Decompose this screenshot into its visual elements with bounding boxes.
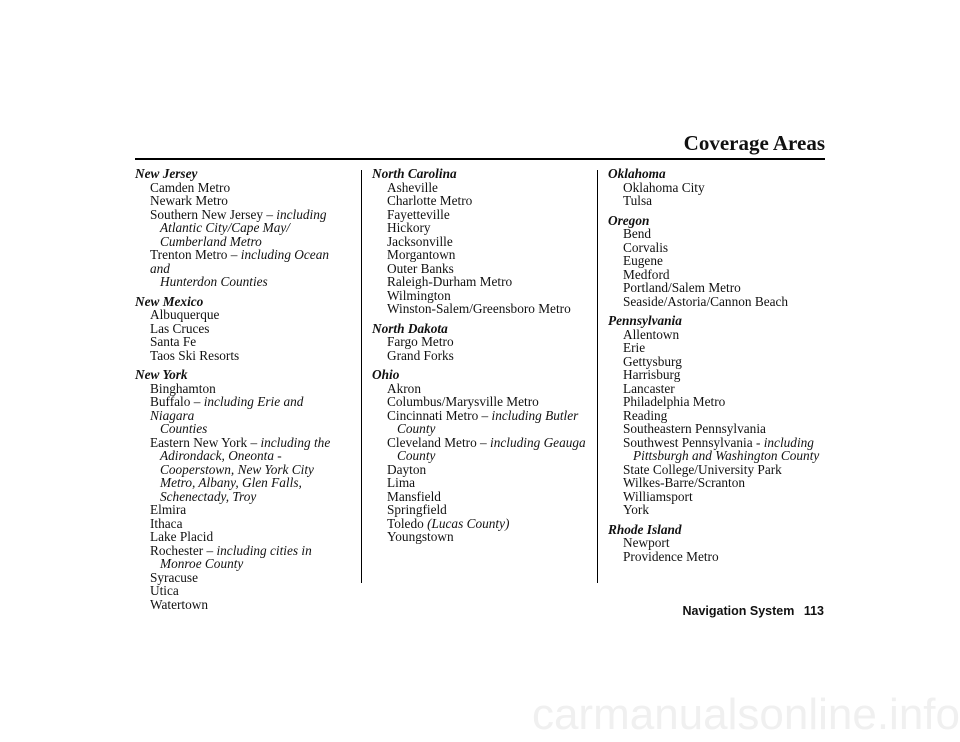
area-name: Charlotte Metro — [387, 193, 473, 208]
area-name: Medford — [623, 266, 670, 282]
area-name: Taos Ski Resorts — [150, 347, 240, 363]
coverage-area-item — [135, 349, 350, 363]
column-divider — [361, 170, 362, 583]
area-name: Williamsport — [623, 488, 693, 504]
area-name: Portland/Salem Metro — [623, 280, 741, 295]
coverage-area-item — [135, 436, 350, 504]
area-name: Utica — [150, 583, 179, 598]
area-note-continued: Cooperstown, New York City — [160, 461, 314, 477]
area-name: Cleveland Metro – — [387, 434, 491, 450]
coverage-area-item — [372, 436, 587, 463]
coverage-area-item — [608, 281, 833, 295]
area-note-continued: Metro, Albany, Glen Falls, — [160, 475, 302, 490]
coverage-area-item — [372, 476, 587, 490]
coverage-area-item — [135, 181, 350, 195]
coverage-area-item — [608, 268, 833, 282]
page-footer — [683, 604, 825, 618]
coverage-area-item — [372, 382, 587, 396]
coverage-area-item — [372, 262, 587, 276]
area-name: State College/University Park — [623, 461, 782, 477]
area-note: including — [276, 206, 327, 222]
coverage-area-item — [608, 181, 833, 195]
area-note: including — [763, 434, 814, 450]
area-name: Asheville — [387, 179, 438, 195]
area-note-continued: Hunterdon Counties — [160, 274, 268, 289]
area-name: Wilkes-Barre/Scranton — [623, 475, 746, 490]
state-heading: Rhode Island — [608, 521, 682, 537]
coverage-area-item — [135, 530, 350, 544]
state-section — [608, 314, 833, 517]
coverage-area-item — [608, 490, 833, 504]
area-note-continued: Adirondack, Oneonta - — [160, 448, 282, 463]
area-name: Lima — [387, 475, 416, 490]
coverage-area-item — [372, 349, 587, 363]
area-name: Raleigh-Durham Metro — [387, 274, 513, 289]
coverage-area-item — [608, 355, 833, 369]
area-name: Winston-Salem/Greensboro Metro — [387, 301, 571, 316]
area-name: Lancaster — [623, 380, 675, 396]
area-name: York — [623, 502, 649, 517]
page-title: Coverage Areas — [683, 131, 825, 155]
area-name: Cincinnati Metro – — [387, 407, 492, 423]
coverage-area-item — [372, 395, 587, 409]
area-name: Jacksonville — [387, 233, 453, 249]
area-name: Oklahoma City — [623, 179, 705, 195]
state-heading: New Jersey — [135, 166, 198, 181]
coverage-area-item — [135, 208, 350, 249]
coverage-area-item — [608, 227, 833, 241]
coverage-area-item — [135, 517, 350, 531]
area-name: Seaside/Astoria/Cannon Beach — [623, 293, 789, 309]
area-name: Syracuse — [150, 569, 198, 585]
area-name: Southwest Pennsylvania - — [623, 434, 764, 450]
coverage-area-item — [372, 490, 587, 504]
coverage-area-item — [608, 550, 833, 564]
coverage-area-item — [608, 382, 833, 396]
area-name: Camden Metro — [150, 179, 231, 195]
coverage-area-item — [372, 503, 587, 517]
area-name: Rochester – — [150, 542, 217, 558]
coverage-area-item — [372, 289, 587, 303]
area-name: Akron — [387, 380, 421, 396]
area-name: Newport — [623, 535, 670, 550]
coverage-area-item — [372, 335, 587, 349]
state-heading: New Mexico — [135, 293, 204, 309]
area-name: Hickory — [387, 220, 431, 235]
state-section — [135, 368, 350, 611]
coverage-area-item — [135, 335, 350, 349]
area-name: Watertown — [150, 596, 209, 612]
area-note: including the — [260, 434, 331, 450]
coverage-area-item — [372, 221, 587, 235]
coverage-column-2 — [372, 167, 587, 550]
watermark: carmanualsonline.info — [531, 690, 960, 739]
area-note-continued: Pittsburgh and Washington County — [633, 448, 820, 463]
area-note: including cities in — [216, 542, 312, 558]
area-name: Harrisburg — [623, 367, 681, 382]
coverage-area-item — [608, 341, 833, 355]
coverage-area-item — [135, 308, 350, 322]
coverage-area-item — [135, 598, 350, 612]
area-name: Philadelphia Metro — [623, 394, 726, 409]
state-section — [608, 523, 833, 564]
area-name: Reading — [623, 407, 668, 423]
coverage-area-item — [608, 536, 833, 550]
area-note-continued: Counties — [160, 421, 208, 436]
state-heading: North Carolina — [372, 166, 457, 181]
coverage-area-item — [372, 463, 587, 477]
area-name: Eastern New York – — [150, 434, 261, 450]
state-heading: North Dakota — [372, 320, 448, 336]
area-name: Grand Forks — [387, 347, 454, 363]
area-name: Eugene — [623, 253, 663, 268]
area-name: Newark Metro — [150, 193, 228, 208]
coverage-area-item — [135, 322, 350, 336]
state-section — [372, 322, 587, 363]
area-note: including Butler — [491, 407, 579, 423]
area-name: Wilmington — [387, 287, 451, 303]
coverage-area-item — [608, 503, 833, 517]
page-number: 113 — [803, 604, 824, 618]
area-name: Providence Metro — [623, 548, 719, 564]
coverage-area-item — [608, 436, 833, 463]
state-section — [135, 295, 350, 363]
area-note-continued: Monroe County — [160, 556, 244, 571]
coverage-area-item — [608, 254, 833, 268]
coverage-area-item — [608, 241, 833, 255]
area-name: Tulsa — [623, 193, 653, 208]
area-name: Elmira — [150, 502, 187, 517]
area-note-continued: County — [397, 421, 436, 436]
state-heading: Ohio — [372, 367, 400, 382]
area-name: Southeastern Pennsylvania — [623, 421, 766, 436]
coverage-area-item — [135, 571, 350, 585]
coverage-area-item — [135, 584, 350, 598]
area-name: Buffalo – — [150, 394, 204, 409]
state-heading: Oregon — [608, 212, 650, 228]
state-heading: New York — [135, 367, 188, 382]
coverage-area-item — [372, 235, 587, 249]
area-note: including Erie and Niagara — [150, 394, 304, 423]
coverage-area-item — [608, 395, 833, 409]
area-name: Las Cruces — [150, 320, 210, 336]
area-name: Albuquerque — [150, 307, 220, 322]
coverage-area-item — [372, 302, 587, 316]
area-name: Springfield — [387, 502, 447, 517]
coverage-area-item — [608, 409, 833, 423]
area-note: including Ocean and — [150, 247, 330, 276]
area-note: including Geauga — [490, 434, 586, 450]
coverage-area-item — [372, 181, 587, 195]
area-note: (Lucas County) — [427, 515, 510, 531]
coverage-column-1 — [135, 167, 350, 617]
state-section — [608, 167, 833, 208]
area-name: Mansfield — [387, 488, 441, 504]
area-name: Allentown — [623, 326, 680, 342]
area-name: Dayton — [387, 461, 427, 477]
area-name: Southern New Jersey – — [150, 206, 277, 222]
area-name: Binghamton — [150, 380, 216, 396]
chapter-name: Navigation System — [682, 604, 795, 618]
state-heading: Oklahoma — [608, 166, 666, 181]
coverage-area-item — [135, 395, 350, 436]
state-heading: Pennsylvania — [608, 313, 682, 328]
coverage-area-item — [608, 463, 833, 477]
area-name: Santa Fe — [150, 334, 197, 349]
area-name: Morgantown — [387, 247, 456, 262]
coverage-area-item — [135, 248, 350, 289]
coverage-area-item — [372, 208, 587, 222]
coverage-area-item — [608, 476, 833, 490]
coverage-area-item — [372, 409, 587, 436]
coverage-area-item — [372, 275, 587, 289]
area-name: Bend — [623, 226, 652, 241]
area-name: Trenton Metro – — [150, 247, 241, 262]
area-name: Erie — [623, 340, 646, 355]
title-rule — [135, 158, 825, 160]
coverage-area-item — [135, 503, 350, 517]
coverage-area-item — [135, 194, 350, 208]
state-section — [372, 167, 587, 316]
area-name: Ithaca — [150, 515, 183, 531]
area-note-continued: County — [397, 448, 436, 463]
area-name: Fayetteville — [387, 206, 450, 222]
coverage-area-item — [135, 382, 350, 396]
area-note-continued: Schenectady, Troy — [160, 488, 257, 504]
area-name: Gettysburg — [623, 353, 682, 369]
coverage-area-item — [372, 248, 587, 262]
area-note-continued: Cumberland Metro — [160, 233, 262, 249]
coverage-area-item — [372, 530, 587, 544]
coverage-area-item — [608, 194, 833, 208]
state-section — [608, 214, 833, 309]
coverage-area-item — [372, 517, 587, 531]
area-name: Columbus/Marysville Metro — [387, 394, 539, 409]
column-divider — [597, 170, 598, 583]
area-name: Corvalis — [623, 239, 669, 255]
area-name: Toledo — [387, 515, 428, 531]
area-name: Youngstown — [387, 529, 454, 544]
area-name: Lake Placid — [150, 529, 214, 544]
coverage-area-item — [608, 422, 833, 436]
coverage-area-item — [372, 194, 587, 208]
coverage-area-item — [608, 368, 833, 382]
coverage-area-item — [608, 295, 833, 309]
coverage-area-item — [135, 544, 350, 571]
coverage-area-item — [608, 328, 833, 342]
area-name: Outer Banks — [387, 260, 454, 276]
area-name: Fargo Metro — [387, 334, 454, 349]
state-section — [372, 368, 587, 544]
area-note-continued: Atlantic City/Cape May/ — [160, 220, 290, 235]
coverage-column-3 — [608, 167, 833, 569]
state-section — [135, 167, 350, 289]
